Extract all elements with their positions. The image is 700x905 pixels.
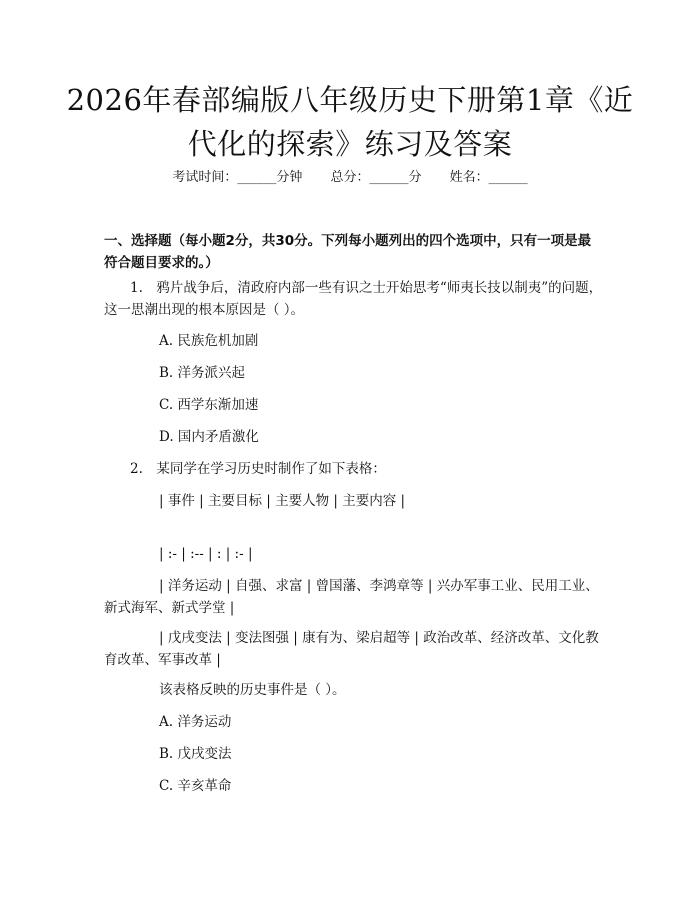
question-2-prompt: 该表格反映的历史事件是（ ）。 [159, 682, 346, 698]
q1-option-c: C. 西学东渐加速 [159, 397, 259, 413]
q2-option-c: C. 辛亥革命 [159, 778, 232, 794]
exam-meta [0, 168, 700, 188]
section-heading: 一、选择题（每小题2分，共30分。下列每小题列出的四个选项中，只有一项是最符合题目要求的。） [104, 233, 592, 271]
table-row-header: | 事件 | 主要目标 | 主要人物 | 主要内容 | [159, 493, 406, 509]
exam-name: 姓名：______ [449, 170, 528, 185]
question-1-stem: 1. 鸦片战争后，清政府内部一些有识之士开始思考“师夷长技以制夷”的问题，这一思潮出现的根本原因是（ ）。 [104, 280, 603, 318]
table-row-1: | 洋务运动 | 自强、求富 | 曾国藩、李鸿章等 | 兴办军事工业、民用工业、新式海军、新式学堂 | [104, 578, 599, 616]
q1-option-b: B. 洋务派兴起 [159, 365, 246, 381]
q1-option-a: A. 民族危机加剧 [159, 333, 259, 349]
exam-score: 总分：______分 [330, 170, 422, 185]
exam-time: 考试时间：______分钟 [172, 170, 303, 185]
table-row-align: | :- | :-- | : | :- | [159, 546, 253, 562]
table-row-2: | 戊戌变法 | 变法图强 | 康有为、梁启超等 | 政治改革、经济改革、文化教育改革、军事改革 | [104, 630, 599, 668]
page-title: 2026年春部编版八年级历史下册第1章《近代化的探索》练习及答案 [66, 83, 634, 161]
question-2-stem: 2. 某同学在学习历史时制作了如下表格： [130, 461, 386, 477]
q2-option-a: A. 洋务运动 [159, 714, 232, 730]
q2-option-b: B. 戊戌变法 [159, 746, 232, 762]
q1-option-d: D. 国内矛盾激化 [159, 429, 259, 445]
